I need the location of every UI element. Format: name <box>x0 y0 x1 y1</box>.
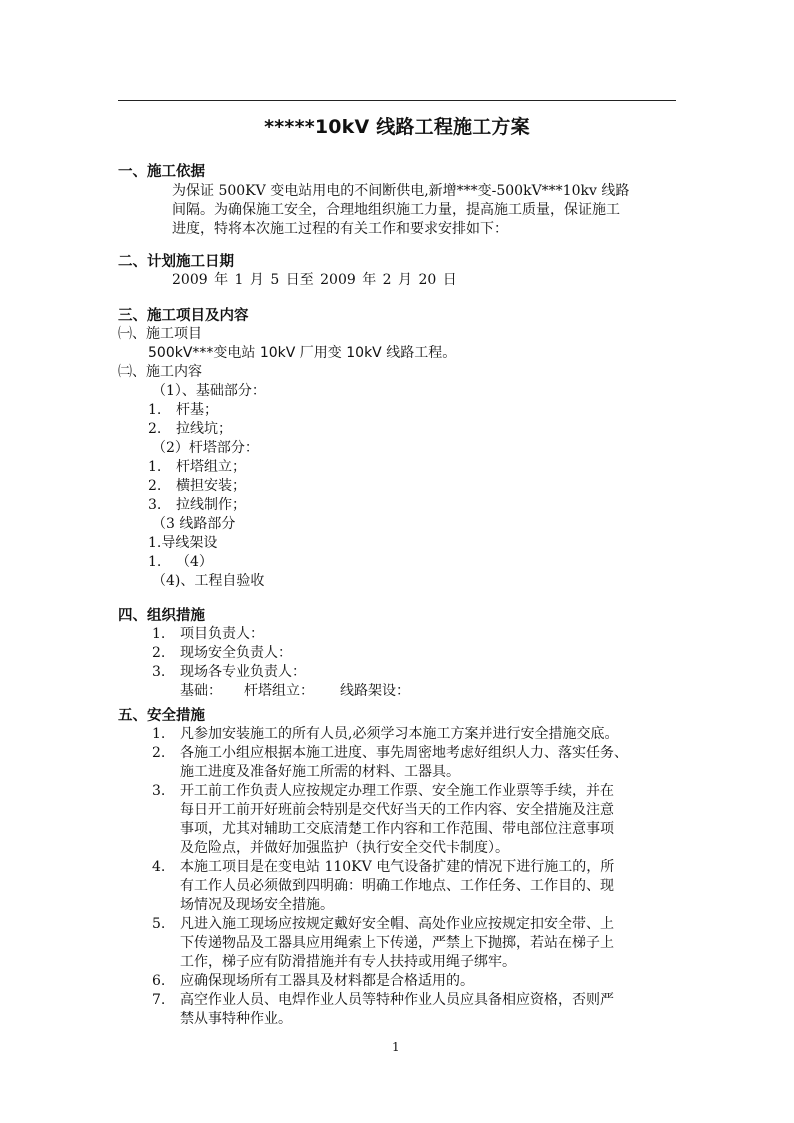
item-number: 1. <box>148 402 162 418</box>
section5-heading: 五、安全措施 <box>118 707 205 724</box>
item-text: 凡参加安装施工的所有人员,必须学习本施工方案并进行安全措施交底。 <box>180 726 619 742</box>
item-text: 杆塔组立； <box>176 459 246 475</box>
item-text: 现场安全负责人： <box>180 645 292 661</box>
item-number: 7. <box>152 992 166 1008</box>
item-text: 凡进入施工现场应按规定戴好安全帽、高处作业应按规定扣安全带、上 <box>180 916 614 932</box>
item-number: 1. <box>148 554 162 570</box>
item-number: 2. <box>148 478 162 494</box>
item-text: 杆基； <box>176 402 218 418</box>
list-item <box>148 420 232 439</box>
item-text: 项目负责人： <box>180 626 264 642</box>
item-number: 3. <box>148 497 162 513</box>
item-text: 本施工项目是在变电站 110KV 电气设备扩建的情况下进行施工的，所 <box>180 859 615 875</box>
subsection-label: ㈡、施工内容 <box>118 364 202 380</box>
list-item <box>152 663 306 682</box>
role-foundation: 基础： <box>180 683 222 699</box>
section1-line: 为保证 500KV 变电站用电的不间断供电,新增***变-500kV***10kv 线路 <box>172 183 630 199</box>
part-label: （3 线路部分 <box>152 516 236 532</box>
list-item <box>152 915 614 934</box>
item-text: 高空作业人员、电焊作业人员等特种作业人员应具备相应资格，否则严 <box>180 992 614 1008</box>
item-continuation: 及危险点，并做好加强监护（执行安全交代卡制度）。 <box>180 840 509 856</box>
item-text: 拉线坑； <box>176 421 232 437</box>
item-number: 2. <box>152 645 166 661</box>
item-number: 1. <box>152 726 166 742</box>
item-text: （4） <box>176 554 213 570</box>
list-item <box>148 553 213 572</box>
item-continuation: 下传递物品及工器具应用绳索上下传递，严禁上下抛掷，若站在梯子上 <box>180 935 614 951</box>
part-label: （1）、基础部分： <box>152 383 266 399</box>
project-description: 500kV***变电站 10kV 厂用变 10kV 线路工程。 <box>148 345 457 361</box>
list-item <box>152 991 614 1010</box>
list-item <box>148 458 246 477</box>
list-item <box>152 858 614 877</box>
item-number: 3. <box>152 783 166 799</box>
list-item <box>152 972 474 991</box>
item-continuation: 事项，尤其对辅助工交底清楚工作内容和工作范围、带电部位注意事项 <box>180 821 614 837</box>
subsection-label: ㈠、施工项目 <box>118 326 202 342</box>
header-rule <box>118 100 676 101</box>
list-item <box>152 625 264 644</box>
item-number: 1. <box>148 459 162 475</box>
section1-line: 进度，特将本次施工过程的有关工作和要求安排如下： <box>172 221 508 237</box>
item-continuation: 每日开工前开好班前会特别是交代好当天的工作内容、安全措施及注意 <box>180 802 614 818</box>
part-label: （2）杆塔部分： <box>152 440 259 456</box>
item-continuation: 工作，梯子应有防滑措施并有专人扶持或用绳子绑牢。 <box>180 954 516 970</box>
role-line: 线路架设： <box>340 683 410 699</box>
section3-heading: 三、施工项目及内容 <box>118 307 249 324</box>
item-number: 1. <box>152 626 166 642</box>
item-continuation: 禁从事特种作业。 <box>180 1011 292 1027</box>
list-item <box>152 782 614 801</box>
section4-heading: 四、组织措施 <box>118 607 205 624</box>
item-continuation: 场情况及现场安全措施。 <box>180 897 334 913</box>
item-number: 3. <box>152 664 166 680</box>
item-text: 各施工小组应根据本施工进度、事先周密地考虑好组织人力、落实任务、 <box>180 745 628 761</box>
list-item <box>152 644 292 663</box>
list-item <box>148 401 218 420</box>
item-text: 应确保现场所有工器具及材料都是合格适用的。 <box>180 973 474 989</box>
list-item: 1.导线架设 <box>148 535 218 551</box>
list-item <box>152 725 618 744</box>
item-number: 4. <box>152 859 166 875</box>
item-text: 横担安装； <box>176 478 246 494</box>
list-item <box>152 744 628 763</box>
item-number: 2. <box>148 421 162 437</box>
section1-line: 间隔。为确保施工安全，合理地组织施工力量，提高施工质量，保证施工 <box>172 202 620 218</box>
role-list <box>180 682 410 701</box>
item-continuation: 有工作人员必须做到四明确：明确工作地点、工作任务、工作目的、现 <box>180 878 614 894</box>
list-item <box>148 477 246 496</box>
planned-date: 2009 年 1 月 5 日至 2009 年 2 月 20 日 <box>172 272 457 288</box>
list-item <box>148 496 246 515</box>
item-number: 5. <box>152 916 166 932</box>
document-title: *****10kV 线路工程施工方案 <box>264 116 530 138</box>
section2-heading: 二、计划施工日期 <box>118 253 234 270</box>
page-number: 1 <box>392 1040 400 1054</box>
item-number: 6. <box>152 973 166 989</box>
item-text: 开工前工作负责人应按规定办理工作票、安全施工作业票等手续，并在 <box>180 783 614 799</box>
part-label: （4)、工程自验收 <box>152 573 265 589</box>
item-number: 2. <box>152 745 166 761</box>
section1-heading: 一、施工依据 <box>118 163 205 180</box>
item-text: 现场各专业负责人： <box>180 664 306 680</box>
item-continuation: 施工进度及准备好施工所需的材料、工器具。 <box>180 764 460 780</box>
role-tower: 杆塔组立： <box>244 683 314 699</box>
item-text: 拉线制作； <box>176 497 246 513</box>
